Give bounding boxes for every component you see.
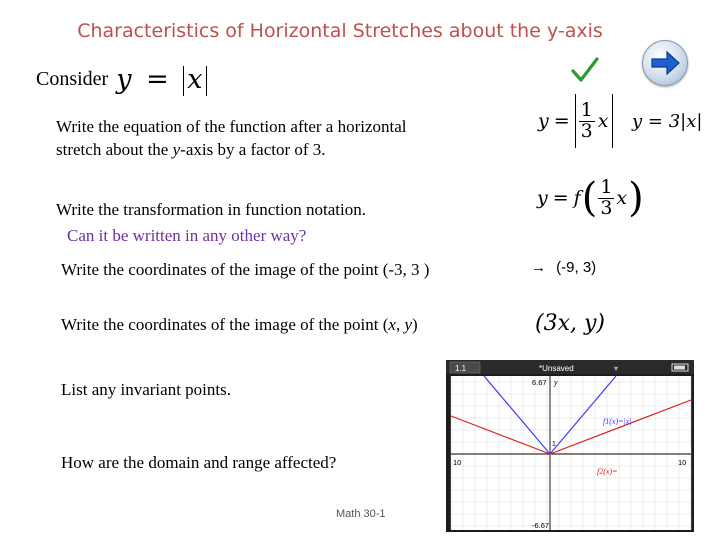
calculator-screenshot (446, 360, 694, 532)
consider-row (36, 64, 207, 96)
fraction-one-third: $\frac{1}{3}$ (580, 98, 593, 142)
slide-title: Characteristics of Horizontal Stretches about the y-axis (77, 20, 603, 42)
fraction-one-third-2: $\frac{1}{3}$ (600, 176, 613, 219)
answer-2-equation: y = f ( $\frac{1}{3}$ x ) (537, 175, 644, 222)
origin-tick-label: 1 (552, 441, 556, 448)
question-1-line-2: stretch about the y-axis by a factor of 3. (56, 140, 326, 159)
answer-3: → (-9, 3) (531, 259, 597, 276)
question-4: Write the coordinates of the image of the point (x, y) (61, 315, 418, 334)
question-5: List any invariant points. (61, 380, 231, 399)
question-2 (56, 198, 366, 247)
arrow-right-icon: → (531, 259, 546, 276)
question-1 (56, 115, 407, 161)
y-max-label: 6.67 (532, 378, 547, 387)
question-2-line-1: Write the transformation in function notation. (56, 200, 366, 219)
calculator-graph (446, 360, 694, 532)
question-1-line-1: Write the equation of the function after a horizontal (56, 117, 407, 136)
footer-course: Math 30-1 (336, 508, 386, 520)
answer-1-alt-equation: y = 3|x| (632, 111, 703, 132)
calculator-doc-title: *Unsaved (539, 364, 574, 373)
next-slide-button[interactable] (642, 40, 688, 86)
question-6: How are the domain and range affected? (61, 453, 337, 472)
y-axis-name: y (554, 378, 558, 387)
x-max-label: 10 (678, 458, 687, 467)
calculator-tab-label: 1.1 (455, 364, 467, 373)
f1-label: f1(x)=|x| (603, 417, 632, 426)
arrow-right-icon (643, 41, 687, 85)
f2-label: f2(x)= (597, 467, 618, 476)
checkmark-icon (570, 56, 600, 89)
question-2-line-2: Can it be written in any other way? (67, 226, 307, 245)
x-min-label: 10 (453, 458, 462, 467)
consider-equation: y = x (116, 64, 206, 96)
answer-4: (3x, y) (535, 311, 605, 336)
consider-label: Consider (36, 68, 109, 91)
answer-1-equation: y = $\frac{1}{3}$ x (538, 94, 613, 148)
calculator-menu-icon: ▾ (614, 364, 619, 373)
y-min-label: -6.67 (532, 521, 550, 530)
question-3: Write the coordinates of the image of the point (-3, 3 ) (61, 260, 430, 279)
